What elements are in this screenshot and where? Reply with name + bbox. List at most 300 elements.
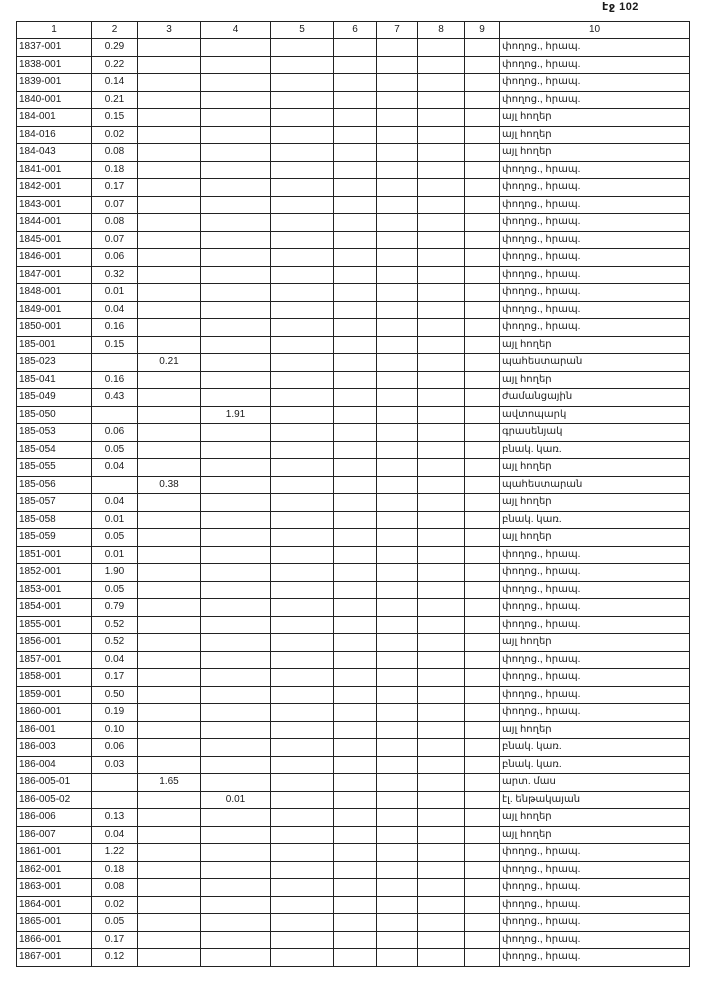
empty-cell [418, 441, 465, 459]
table-row [17, 704, 690, 722]
table-row [17, 494, 690, 512]
land-use-cell: ժամանցային [500, 389, 690, 407]
table-row [17, 179, 690, 197]
area-col2-cell: 0.08 [92, 879, 138, 897]
empty-cell [418, 651, 465, 669]
empty-cell [418, 599, 465, 617]
empty-cell [334, 354, 377, 372]
table-row [17, 371, 690, 389]
area-col4-cell [201, 266, 271, 284]
empty-cell [377, 109, 418, 127]
area-col2-cell: 0.04 [92, 301, 138, 319]
area-col2-cell [92, 774, 138, 792]
table-row [17, 686, 690, 704]
empty-cell [377, 459, 418, 477]
empty-cell [418, 196, 465, 214]
parcel-code-cell: 1855-001 [17, 616, 92, 634]
parcel-code-cell: 185-001 [17, 336, 92, 354]
table-row [17, 56, 690, 74]
area-col2-cell: 0.03 [92, 756, 138, 774]
empty-cell [334, 581, 377, 599]
land-use-cell: փողոց., հրապ. [500, 546, 690, 564]
empty-cell [271, 564, 334, 582]
land-use-cell: բնակ. կառ. [500, 739, 690, 757]
land-use-cell: փողոց., հրապ. [500, 564, 690, 582]
area-col4-cell [201, 231, 271, 249]
empty-cell [465, 74, 500, 92]
area-col4-cell [201, 931, 271, 949]
area-col2-cell: 0.01 [92, 546, 138, 564]
empty-cell [271, 826, 334, 844]
area-col2-cell [92, 406, 138, 424]
area-col4-cell [201, 144, 271, 162]
empty-cell [334, 249, 377, 267]
empty-cell [377, 39, 418, 57]
empty-cell [271, 319, 334, 337]
column-header: 2 [92, 22, 138, 39]
area-col4-cell [201, 546, 271, 564]
area-col4-cell [201, 616, 271, 634]
area-col2-cell: 0.07 [92, 196, 138, 214]
column-header: 1 [17, 22, 92, 39]
empty-cell [377, 214, 418, 232]
area-col3-cell [138, 144, 201, 162]
area-col3-cell [138, 284, 201, 302]
table-row [17, 74, 690, 92]
empty-cell [418, 354, 465, 372]
area-col4-cell [201, 686, 271, 704]
area-col3-cell [138, 336, 201, 354]
area-col3-cell [138, 441, 201, 459]
empty-cell [465, 809, 500, 827]
empty-cell [465, 686, 500, 704]
area-col3-cell [138, 651, 201, 669]
area-col3-cell [138, 511, 201, 529]
empty-cell [271, 214, 334, 232]
land-use-cell: այլ հողեր [500, 109, 690, 127]
empty-cell [465, 214, 500, 232]
land-use-cell: փողոց., հրապ. [500, 861, 690, 879]
empty-cell [271, 196, 334, 214]
land-use-cell: փողոց., հրապ. [500, 266, 690, 284]
table-row [17, 441, 690, 459]
empty-cell [377, 721, 418, 739]
area-col3-cell [138, 266, 201, 284]
parcel-code-cell: 1848-001 [17, 284, 92, 302]
empty-cell [271, 441, 334, 459]
land-use-cell: փողոց., հրապ. [500, 74, 690, 92]
area-col2-cell: 0.17 [92, 179, 138, 197]
area-col4-cell [201, 564, 271, 582]
area-col2-cell: 0.05 [92, 581, 138, 599]
land-use-cell: այլ հողեր [500, 126, 690, 144]
area-col2-cell: 0.50 [92, 686, 138, 704]
table-row [17, 564, 690, 582]
table-row [17, 249, 690, 267]
empty-cell [377, 196, 418, 214]
parcel-code-cell: 186-001 [17, 721, 92, 739]
table-row [17, 196, 690, 214]
empty-cell [465, 301, 500, 319]
area-col2-cell: 0.22 [92, 56, 138, 74]
empty-cell [334, 844, 377, 862]
land-use-cell: փողոց., հրապ. [500, 581, 690, 599]
empty-cell [418, 494, 465, 512]
empty-cell [465, 949, 500, 967]
empty-cell [418, 179, 465, 197]
area-col3-cell [138, 861, 201, 879]
area-col2-cell: 0.01 [92, 511, 138, 529]
header-row [17, 22, 690, 39]
area-col4-cell [201, 459, 271, 477]
parcel-code-cell: 1861-001 [17, 844, 92, 862]
area-col2-cell: 0.04 [92, 494, 138, 512]
area-col3-cell [138, 91, 201, 109]
empty-cell [271, 704, 334, 722]
table-row [17, 739, 690, 757]
parcel-code-cell: 1860-001 [17, 704, 92, 722]
empty-cell [418, 616, 465, 634]
area-col4-cell [201, 39, 271, 57]
area-col2-cell: 0.29 [92, 39, 138, 57]
empty-cell [465, 581, 500, 599]
area-col4-cell [201, 809, 271, 827]
parcel-code-cell: 186-005-01 [17, 774, 92, 792]
empty-cell [377, 266, 418, 284]
parcel-code-cell: 1843-001 [17, 196, 92, 214]
empty-cell [334, 949, 377, 967]
empty-cell [334, 196, 377, 214]
parcel-code-cell: 184-043 [17, 144, 92, 162]
empty-cell [334, 126, 377, 144]
area-col3-cell [138, 406, 201, 424]
area-col2-cell: 0.14 [92, 74, 138, 92]
area-col4-cell [201, 651, 271, 669]
land-use-cell: փողոց., հրապ. [500, 56, 690, 74]
empty-cell [334, 931, 377, 949]
area-col2-cell: 0.17 [92, 931, 138, 949]
area-col2-cell: 1.22 [92, 844, 138, 862]
table-row [17, 284, 690, 302]
empty-cell [334, 704, 377, 722]
empty-cell [418, 336, 465, 354]
area-col3-cell [138, 529, 201, 547]
parcel-code-cell: 1840-001 [17, 91, 92, 109]
parcel-code-cell: 185-041 [17, 371, 92, 389]
empty-cell [465, 441, 500, 459]
parcel-code-cell: 185-056 [17, 476, 92, 494]
parcel-code-cell: 1839-001 [17, 74, 92, 92]
empty-cell [271, 914, 334, 932]
area-col4-cell [201, 739, 271, 757]
area-col2-cell: 0.15 [92, 336, 138, 354]
empty-cell [465, 564, 500, 582]
empty-cell [465, 914, 500, 932]
area-col4-cell [201, 494, 271, 512]
area-col2-cell [92, 354, 138, 372]
area-col3-cell [138, 424, 201, 442]
empty-cell [377, 546, 418, 564]
area-col4-cell: 0.01 [201, 791, 271, 809]
empty-cell [271, 739, 334, 757]
area-col3-cell [138, 739, 201, 757]
empty-cell [465, 354, 500, 372]
empty-cell [271, 231, 334, 249]
area-col3-cell [138, 564, 201, 582]
table-row [17, 266, 690, 284]
area-col4-cell [201, 581, 271, 599]
table-row [17, 931, 690, 949]
empty-cell [271, 809, 334, 827]
table-row [17, 949, 690, 967]
empty-cell [271, 406, 334, 424]
empty-cell [334, 266, 377, 284]
area-col2-cell: 1.90 [92, 564, 138, 582]
empty-cell [377, 616, 418, 634]
area-col2-cell [92, 791, 138, 809]
parcel-code-cell: 1850-001 [17, 319, 92, 337]
area-col2-cell: 0.43 [92, 389, 138, 407]
empty-cell [377, 336, 418, 354]
empty-cell [334, 284, 377, 302]
empty-cell [465, 634, 500, 652]
parcel-code-cell: 1862-001 [17, 861, 92, 879]
empty-cell [271, 896, 334, 914]
table-row [17, 511, 690, 529]
empty-cell [334, 914, 377, 932]
empty-cell [418, 861, 465, 879]
empty-cell [377, 651, 418, 669]
empty-cell [334, 669, 377, 687]
empty-cell [465, 476, 500, 494]
table-row [17, 231, 690, 249]
land-use-cell: փողոց., հրապ. [500, 196, 690, 214]
area-col4-cell [201, 599, 271, 617]
land-use-cell: այլ հողեր [500, 826, 690, 844]
area-col4-cell [201, 441, 271, 459]
parcel-code-cell: 185-057 [17, 494, 92, 512]
area-col3-cell [138, 546, 201, 564]
land-use-cell: այլ հողեր [500, 529, 690, 547]
area-col3-cell [138, 494, 201, 512]
empty-cell [271, 546, 334, 564]
empty-cell [377, 371, 418, 389]
empty-cell [418, 896, 465, 914]
empty-cell [271, 371, 334, 389]
table-row [17, 91, 690, 109]
parcel-code-cell: 186-006 [17, 809, 92, 827]
empty-cell [334, 686, 377, 704]
area-col3-cell [138, 389, 201, 407]
area-col2-cell: 0.32 [92, 266, 138, 284]
empty-cell [418, 476, 465, 494]
empty-cell [377, 599, 418, 617]
area-col3-cell [138, 931, 201, 949]
area-col4-cell [201, 56, 271, 74]
area-col2-cell: 0.07 [92, 231, 138, 249]
empty-cell [271, 476, 334, 494]
empty-cell [418, 529, 465, 547]
empty-cell [271, 931, 334, 949]
table-row [17, 424, 690, 442]
empty-cell [465, 494, 500, 512]
empty-cell [465, 616, 500, 634]
area-col4-cell [201, 91, 271, 109]
empty-cell [334, 634, 377, 652]
empty-cell [334, 39, 377, 57]
area-col4-cell [201, 774, 271, 792]
area-col2-cell: 0.04 [92, 826, 138, 844]
land-use-cell: փողոց., հրապ. [500, 616, 690, 634]
land-use-cell: փողոց., հրապ. [500, 686, 690, 704]
empty-cell [334, 109, 377, 127]
empty-cell [465, 704, 500, 722]
parcel-code-cell: 1849-001 [17, 301, 92, 319]
empty-cell [334, 231, 377, 249]
empty-cell [271, 861, 334, 879]
empty-cell [377, 231, 418, 249]
parcel-code-cell: 186-007 [17, 826, 92, 844]
empty-cell [418, 809, 465, 827]
table-row [17, 774, 690, 792]
area-col4-cell [201, 196, 271, 214]
area-col4-cell [201, 74, 271, 92]
empty-cell [418, 669, 465, 687]
empty-cell [271, 651, 334, 669]
area-col2-cell: 0.04 [92, 651, 138, 669]
parcel-code-cell: 1867-001 [17, 949, 92, 967]
area-col3-cell [138, 704, 201, 722]
area-col3-cell [138, 74, 201, 92]
parcel-code-cell: 1863-001 [17, 879, 92, 897]
empty-cell [271, 774, 334, 792]
table-row [17, 354, 690, 372]
empty-cell [465, 161, 500, 179]
table-row [17, 546, 690, 564]
empty-cell [377, 301, 418, 319]
empty-cell [465, 756, 500, 774]
empty-cell [377, 126, 418, 144]
area-col4-cell [201, 914, 271, 932]
empty-cell [418, 791, 465, 809]
area-col2-cell: 0.06 [92, 739, 138, 757]
land-use-cell: փողոց., հրապ. [500, 231, 690, 249]
land-use-cell: փողոց., հրապ. [500, 301, 690, 319]
empty-cell [377, 511, 418, 529]
empty-cell [465, 126, 500, 144]
table-row [17, 126, 690, 144]
table-row [17, 721, 690, 739]
empty-cell [377, 756, 418, 774]
empty-cell [418, 459, 465, 477]
empty-cell [465, 931, 500, 949]
area-col2-cell: 0.16 [92, 319, 138, 337]
area-col3-cell: 0.21 [138, 354, 201, 372]
empty-cell [271, 39, 334, 57]
empty-cell [271, 616, 334, 634]
table-row [17, 389, 690, 407]
parcel-code-cell: 1866-001 [17, 931, 92, 949]
area-col4-cell [201, 319, 271, 337]
area-col4-cell [201, 424, 271, 442]
land-use-cell: պահեստարան [500, 476, 690, 494]
parcel-code-cell: 185-058 [17, 511, 92, 529]
land-use-cell: փողոց., հրապ. [500, 931, 690, 949]
area-col2-cell: 0.13 [92, 809, 138, 827]
area-col4-cell [201, 301, 271, 319]
empty-cell [465, 844, 500, 862]
table-row [17, 844, 690, 862]
land-use-cell: այլ հողեր [500, 459, 690, 477]
area-col4-cell [201, 284, 271, 302]
area-col4-cell [201, 756, 271, 774]
table-row [17, 861, 690, 879]
area-col4-cell [201, 161, 271, 179]
empty-cell [377, 861, 418, 879]
land-use-cell: այլ հողեր [500, 721, 690, 739]
empty-cell [418, 739, 465, 757]
empty-cell [377, 931, 418, 949]
area-col2-cell: 0.18 [92, 161, 138, 179]
empty-cell [377, 179, 418, 197]
area-col2-cell: 0.05 [92, 914, 138, 932]
empty-cell [334, 406, 377, 424]
area-col3-cell: 0.38 [138, 476, 201, 494]
empty-cell [377, 354, 418, 372]
column-header: 9 [465, 22, 500, 39]
parcel-code-cell: 184-016 [17, 126, 92, 144]
area-col2-cell: 0.12 [92, 949, 138, 967]
land-use-cell: փողոց., հրապ. [500, 704, 690, 722]
empty-cell [271, 336, 334, 354]
table-row [17, 144, 690, 162]
empty-cell [465, 231, 500, 249]
empty-cell [418, 144, 465, 162]
empty-cell [465, 406, 500, 424]
empty-cell [377, 441, 418, 459]
empty-cell [465, 879, 500, 897]
empty-cell [334, 74, 377, 92]
area-col2-cell: 0.17 [92, 669, 138, 687]
empty-cell [418, 721, 465, 739]
land-use-cell: բնակ. կառ. [500, 511, 690, 529]
area-col2-cell: 0.18 [92, 861, 138, 879]
table-row [17, 109, 690, 127]
table-row [17, 214, 690, 232]
parcel-code-cell: 185-023 [17, 354, 92, 372]
empty-cell [271, 581, 334, 599]
area-col3-cell [138, 39, 201, 57]
empty-cell [271, 721, 334, 739]
area-col3-cell [138, 196, 201, 214]
column-header: 6 [334, 22, 377, 39]
empty-cell [334, 511, 377, 529]
empty-cell [271, 109, 334, 127]
empty-cell [271, 179, 334, 197]
area-col4-cell [201, 826, 271, 844]
table-row [17, 529, 690, 547]
table-body [17, 39, 690, 967]
empty-cell [334, 599, 377, 617]
empty-cell [377, 791, 418, 809]
table-row [17, 791, 690, 809]
land-use-cell: փողոց., հրապ. [500, 179, 690, 197]
area-col4-cell [201, 354, 271, 372]
parcel-code-cell: 1864-001 [17, 896, 92, 914]
empty-cell [418, 704, 465, 722]
column-header: 3 [138, 22, 201, 39]
empty-cell [334, 424, 377, 442]
